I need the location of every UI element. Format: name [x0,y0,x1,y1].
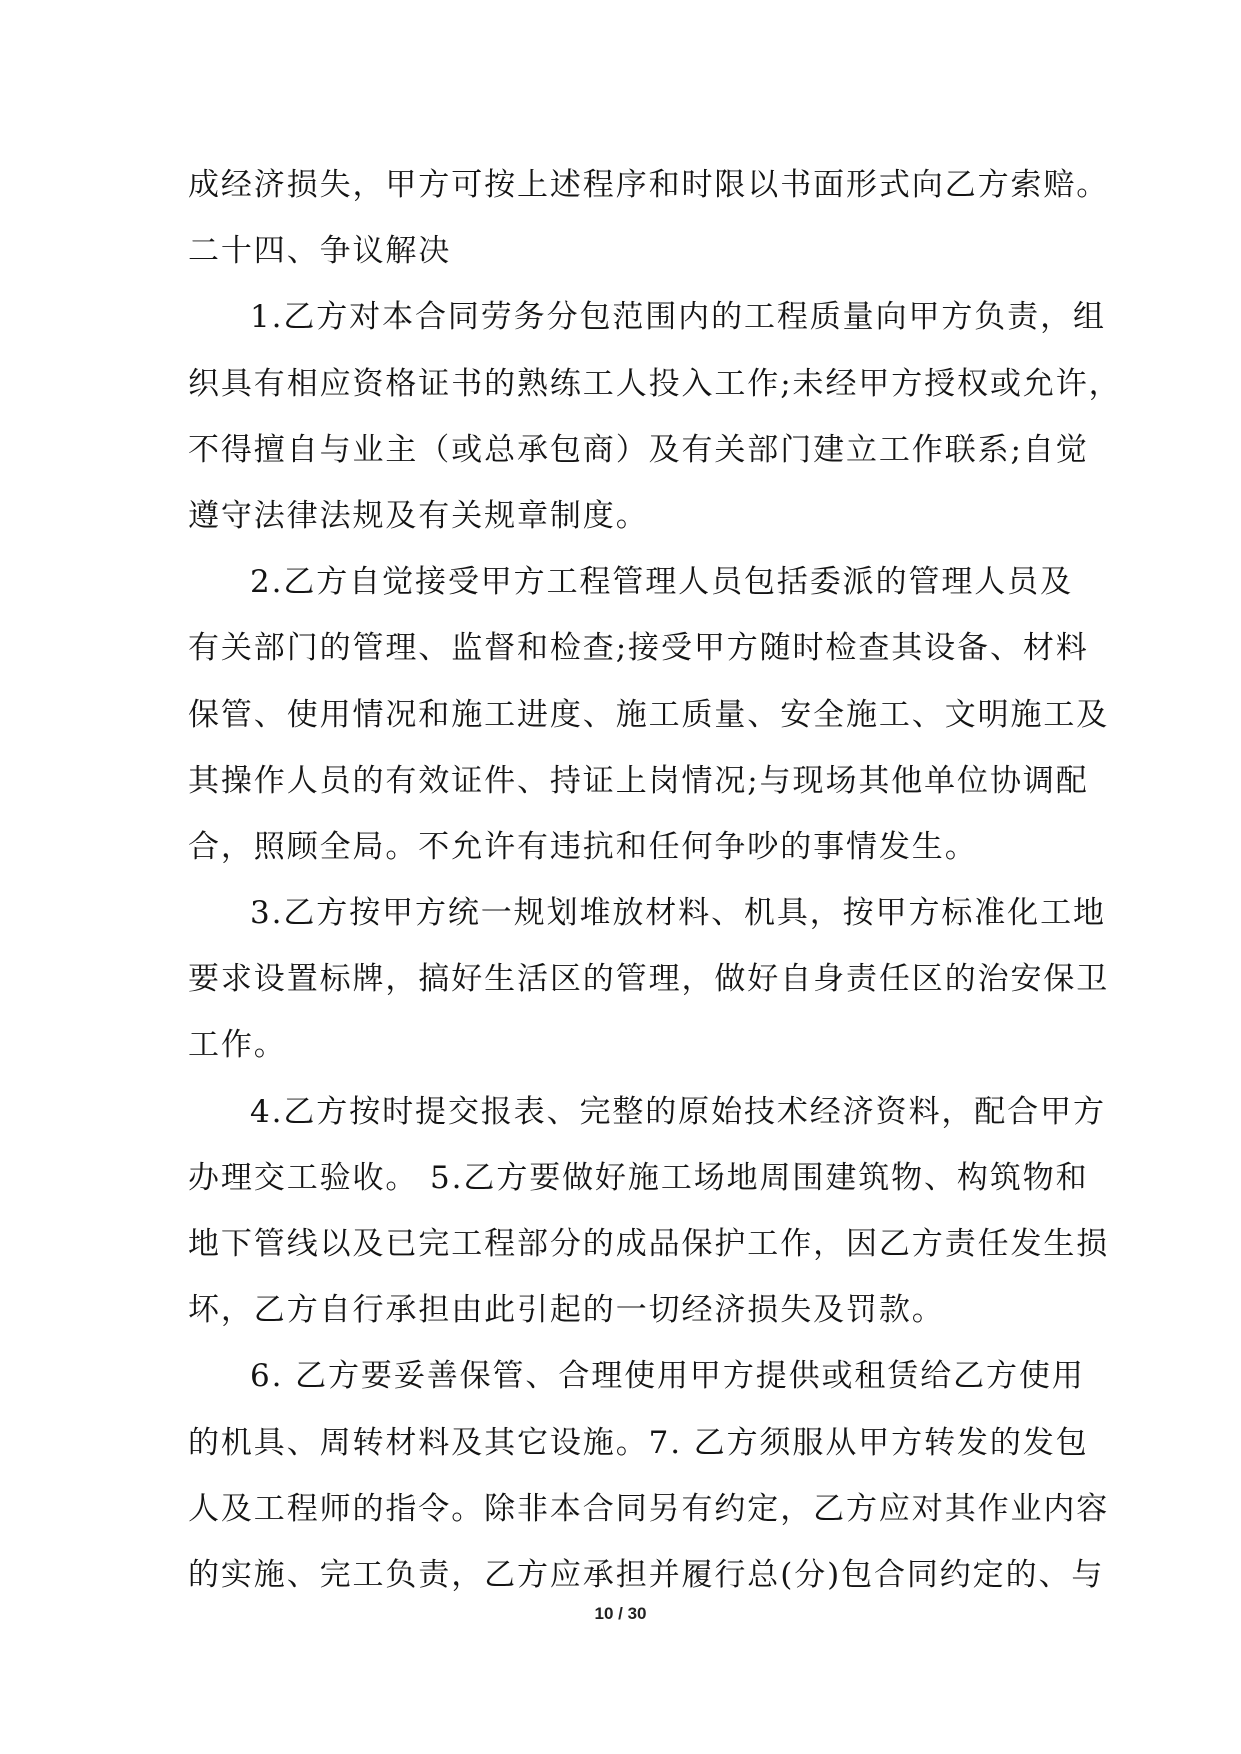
text-line: 其操作人员的有效证件、持证上岗情况;与现场其他单位协调配 [188,762,1089,799]
text-line: 1.乙方对本合同劳务分包范围内的工程质量向甲方负责，组 [250,299,1106,336]
text-line: 3.乙方按甲方统一规划堆放材料、机具，按甲方标准化工地 [250,895,1106,932]
text-line: 办理交工验收。 5.乙方要做好施工场地周围建筑物、构筑物和 [188,1159,1089,1196]
text-line: 合，照顾全局。不允许有违抗和任何争吵的事情发生。 [188,828,978,865]
text-line: 的实施、完工负责，乙方应承担并履行总(分)包合同约定的、与 [188,1556,1105,1593]
text-line: 织具有相应资格证书的熟练工人投入工作;未经甲方授权或允许， [188,365,1122,402]
text-line: 4.乙方按时提交报表、完整的原始技术经济资料，配合甲方 [250,1093,1106,1130]
text-line: 6. 乙方要妥善保管、合理使用甲方提供或租赁给乙方使用 [250,1358,1085,1395]
text-line: 2.乙方自觉接受甲方工程管理人员包括委派的管理人员及 [250,564,1073,601]
text-line: 工作。 [188,1027,287,1064]
text-line: 人及工程师的指令。除非本合同另有约定，乙方应对其作业内容 [188,1490,1110,1527]
text-line: 有关部门的管理、监督和检查;接受甲方随时检查其设备、材料 [188,630,1089,667]
body-text [188,152,1122,1608]
text-line: 要求设置标牌，搞好生活区的管理，做好自身责任区的治安保卫 [188,961,1110,998]
text-line: 不得擅自与业主（或总承包商）及有关部门建立工作联系;自觉 [188,431,1089,468]
text-line: 的机具、周转材料及其它设施。7. 乙方须服从甲方转发的发包 [188,1424,1089,1461]
page-number: 10 / 30 [594,1604,647,1623]
text-line: 地下管线以及已完工程部分的成品保护工作，因乙方责任发生损 [188,1226,1110,1262]
section-heading: 二十四、争议解决 [188,233,452,270]
text-line: 保管、使用情况和施工进度、施工质量、安全施工、文明施工及 [188,696,1110,733]
text-line: 成经济损失，甲方可按上述程序和时限以书面形式向乙方索赔。 [188,167,1110,203]
text-line: 坏，乙方自行承担由此引起的一切经济损失及罚款。 [188,1292,945,1329]
text-line: 遵守法律法规及有关规章制度。 [188,497,649,534]
